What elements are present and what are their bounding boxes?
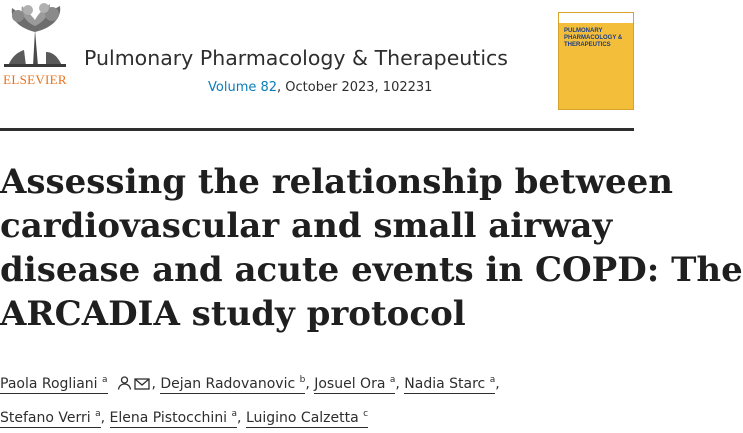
author-ora[interactable]: Josuel Ora $^a$ [314,375,396,392]
article-title-line: ARCADIA study protocol [0,294,466,334]
affiliation-marker: a [231,409,238,419]
author-calzetta[interactable]: Luigino Calzetta $^c$ [245,409,369,426]
cover-title: PULMONARY PHARMACOLOGY & THERAPEUTICS [564,28,623,48]
mail-icon[interactable] [134,372,150,400]
author-verri[interactable]: Stefano Verri $^a$ [0,409,101,426]
volume-link[interactable]: Volume 82 [208,80,278,95]
author-list [0,366,634,432]
article-title-line: disease and acute events in COPD: The [0,250,743,290]
article-title [0,160,743,336]
affiliation-marker: a [102,375,108,385]
author-pistocchini[interactable]: Elena Pistocchini $^a$ [109,409,238,426]
affiliation-marker: a [489,375,496,385]
author-line: Stefano Verri $^a$, Elena Pistocchini $^a$, Luigino Calzetta $^c$ [0,409,369,426]
author-rogliani[interactable]: Paola Rogliani $^a$ [0,375,108,392]
affiliation-marker: b [299,375,306,385]
issue-details: , October 2023, 102231 [277,80,433,95]
author-radovanovic[interactable]: Dejan Radovanovic $^b$ [160,375,306,392]
author-line: Paola Rogliani $^a$ , Dejan Radovanovic $^b$, Josuel Ora $^a$, Nadia Starc $^a$, [0,366,634,400]
journal-title[interactable]: Pulmonary Pharmacology & Therapeutics [84,46,508,70]
journal-cover-thumbnail[interactable] [558,12,634,110]
header-divider [0,128,634,131]
elsevier-logo[interactable] [0,0,70,90]
affiliation-marker: a [389,375,396,385]
affiliation-marker: c [363,409,369,419]
article-title-line: cardiovascular and small airway [0,206,613,246]
cover-header-band [559,13,633,23]
journal-issue-info [208,80,432,95]
elsevier-tree-icon [0,0,70,72]
affiliation-marker: a [95,409,101,419]
author-starc[interactable]: Nadia Starc $^a$ [404,375,496,392]
elsevier-wordmark: ELSEVIER [3,72,67,87]
article-title-line: Assessing the relationship between [0,162,673,202]
person-icon[interactable] [117,372,132,400]
